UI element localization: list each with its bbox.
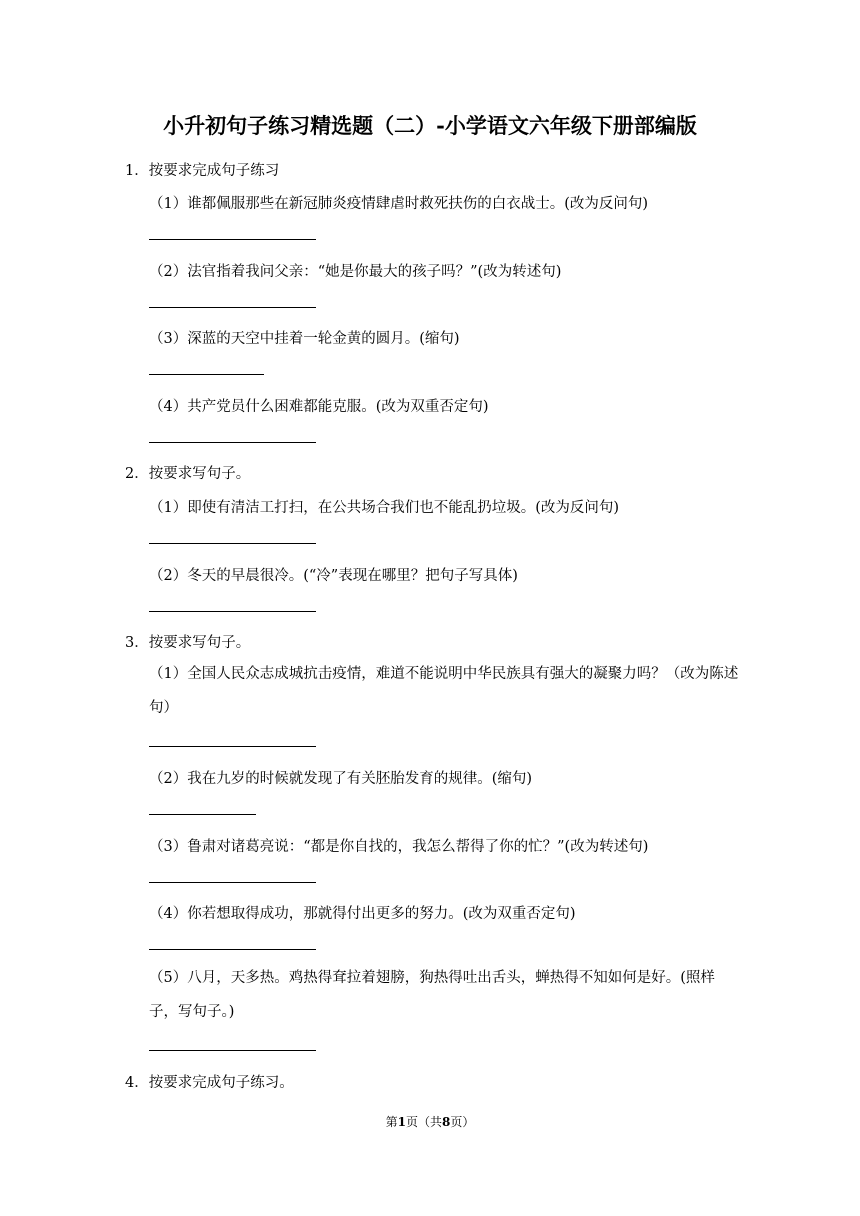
page-title: 小升初句子练习精选题（二）-小学语文六年级下册部编版 xyxy=(163,113,697,138)
footer-prefix: 第 xyxy=(385,1115,398,1129)
question-1-item-1: （1）谁都佩服那些在新冠肺炎疫情肆虐时救死扶伤的白衣战士。(改为反问句) xyxy=(149,196,649,212)
current-page-number: 1 xyxy=(397,1115,406,1129)
answer-line[interactable] xyxy=(149,307,316,308)
answer-line[interactable] xyxy=(149,543,316,544)
question-1-stem: 1．按要求完成句子练习 xyxy=(125,163,280,179)
footer-suffix: 页） xyxy=(450,1115,475,1129)
question-3-stem: 3．按要求写句子。 xyxy=(125,635,251,651)
answer-line[interactable] xyxy=(149,374,264,375)
answer-line[interactable] xyxy=(149,949,316,950)
answer-line[interactable] xyxy=(149,1050,316,1051)
question-3-item-2: （2）我在九岁的时候就发现了有关胚胎发育的规律。(缩句) xyxy=(149,771,533,787)
question-1-item-3: （3）深蓝的天空中挂着一轮金黄的圆月。(缩句) xyxy=(149,331,460,347)
question-2-item-2: （2）冬天的早晨很冷。(“冷”表现在哪里？把句子写具体) xyxy=(149,568,518,584)
total-page-count: 8 xyxy=(442,1115,451,1129)
page-footer xyxy=(0,1113,860,1130)
answer-line[interactable] xyxy=(149,442,316,443)
question-3-item-4: （4）你若想取得成功，那就得付出更多的努力。(改为双重否定句) xyxy=(149,906,576,922)
footer-middle: 页（共 xyxy=(405,1115,442,1129)
answer-line[interactable] xyxy=(149,746,316,747)
question-4-stem: 4．按要求完成句子练习。 xyxy=(125,1075,294,1091)
question-3-item-1: （1）全国人民众志成城抗击疫情，难道不能说明中华民族具有强大的凝聚力吗？（改为陈述句） xyxy=(149,666,739,716)
answer-line[interactable] xyxy=(149,882,316,883)
question-2-stem: 2．按要求写句子。 xyxy=(125,466,251,482)
question-3-item-3: （3）鲁肃对诸葛亮说：“都是你自找的，我怎么帮得了你的忙？”(改为转述句) xyxy=(149,839,649,855)
answer-line[interactable] xyxy=(149,239,316,240)
question-1-item-4: （4）共产党员什么困难都能克服。(改为双重否定句) xyxy=(149,399,489,415)
question-2-item-1: （1）即使有清洁工打扫，在公共场合我们也不能乱扔垃圾。(改为反问句) xyxy=(149,500,620,516)
question-3-item-5: （5）八月，天多热。鸡热得耷拉着翅膀，狗热得吐出舌头，蝉热得不知如何是好。(照样子，写句子。) xyxy=(149,970,715,1020)
answer-line[interactable] xyxy=(149,611,316,612)
answer-line[interactable] xyxy=(149,814,256,815)
question-1-item-2: （2）法官指着我问父亲：“她是你最大的孩子吗？”(改为转述句) xyxy=(149,264,562,280)
